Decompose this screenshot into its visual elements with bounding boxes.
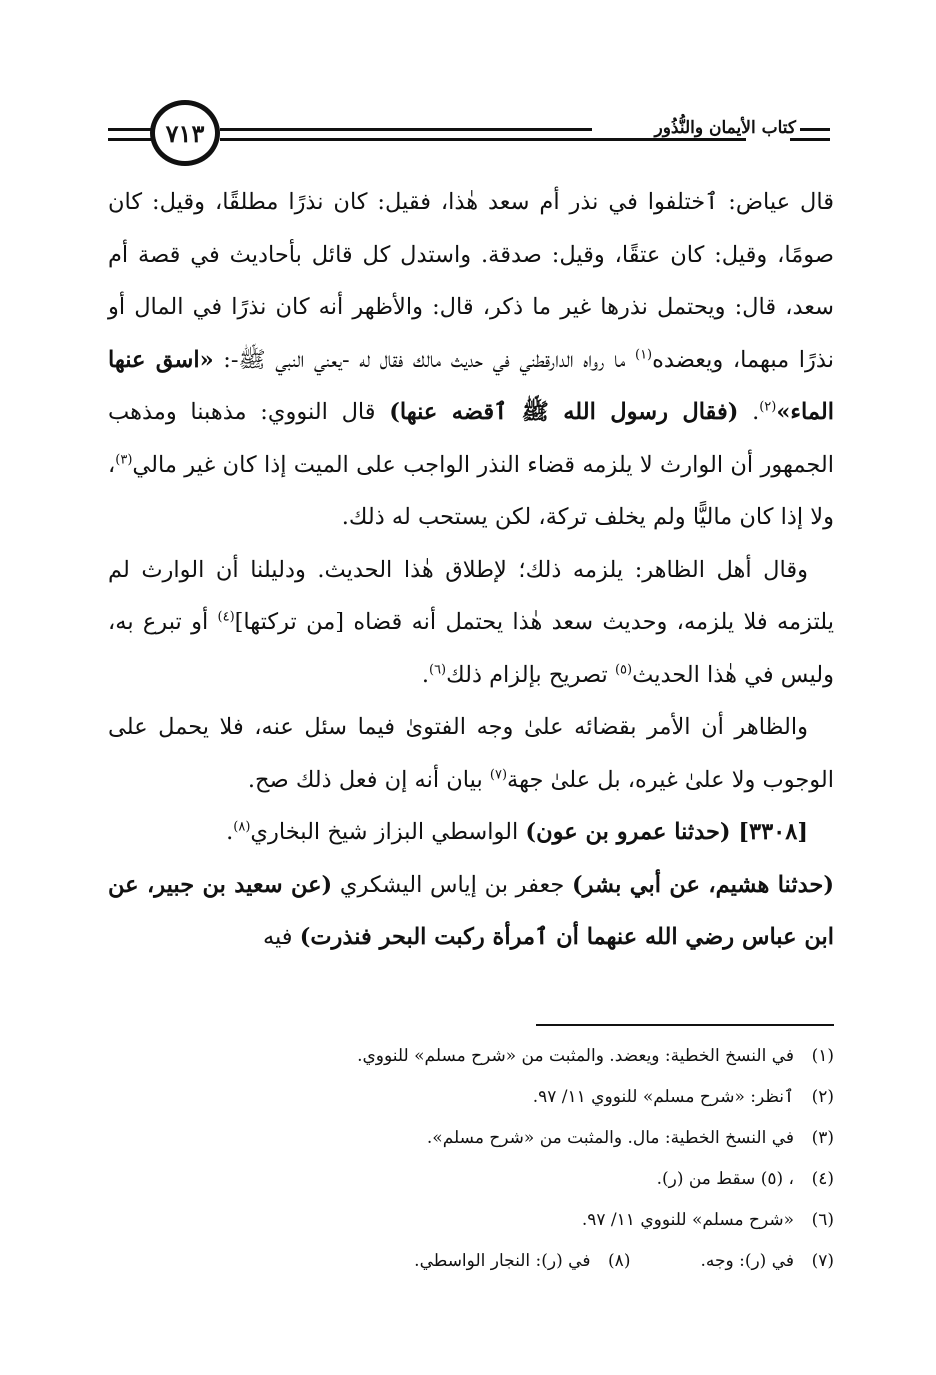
footnote-ref[interactable]: (٢): [759, 399, 777, 415]
footnote-ref[interactable]: (١): [634, 347, 653, 362]
page-number: ٧١٣: [150, 100, 220, 166]
footnotes: [108, 1036, 834, 1282]
hadith-quote: «اسق عنها الماء»: [108, 346, 834, 425]
footnote-ref[interactable]: (٤): [217, 609, 235, 625]
footnote-separator: [536, 1024, 834, 1026]
footnote: (٤)، (٥) سقط من (ر).: [656, 1169, 834, 1189]
paragraph: قال عياض: ٱختلفوا في نذر أم سعد هٰذا، فقيل: كان نذرًا مطلقًا، وقيل: كان صومًا، وقيل: كان عتقًا، وقيل: صدقة. واستدل كل قائل بأحاديث في قصة أم سعد، قال: ويحتمل نذرها غير ما ذكر، قال: والأظهر أنه كان نذرًا في المال أو نذرًا مبهما، ويعضده$^{(١)}$ ما رواه الدارقطني في حديث مالك فقال له -يعني النبي ﷺ-: «اسق عنها الماء»$^{(٢)}$. (فقال رسول الله ﷺ ٱقضه عنها) قال النووي: مذهبنا ومذهب الجمهور أن الوارث لا يلزمه قضاء النذر الواجب على الميت إذا كان غير مالي$^{(٣)}$، ولا إذا كان ماليًّا ولم يخلف تركة، لكن يستحب له ذلك.: [108, 189, 834, 530]
footnote-ref[interactable]: (٦): [428, 662, 447, 677]
paragraph: وقال أهل الظاهر: يلزمه ذلك؛ لإطلاق هٰذا الحديث. ودليلنا أن الوارث لم يلتزمه فلا يلزمه، وحديث سعد هٰذا يحتمل أنه قضاه [من تركتها]$^{(٤)}$ أو تبرع به، وليس في هٰذا الحديث$^{(٥)}$ تصريح بإلزام ذلك$^{(٦)}$.: [108, 556, 834, 688]
header-rule: [790, 138, 830, 141]
footnote: (٦)«شرح مسلم» للنووي ١١/ ٩٧.: [581, 1210, 834, 1230]
isnad-quote: (حدثنا هشيم، عن أبي بشر): [571, 871, 834, 898]
paragraph: [٣٣٠٨] (حدثنا عمرو بن عون) الواسطي البزاز شيخ البخاري$^{(٨)}$.: [226, 819, 808, 845]
footnote-ref[interactable]: (٥): [614, 662, 633, 677]
footnote: (٧)في (ر): وجه.(٨)في (ر): النجار الواسطي.: [414, 1251, 834, 1271]
main-text: [108, 176, 834, 964]
header-rule: [220, 138, 746, 141]
matn-quote: (فقال رسول الله ﷺ ٱقضه عنها): [389, 399, 739, 425]
footnote-ref[interactable]: (٨): [233, 819, 251, 835]
footnote: (٢)ٱنظر: «شرح مسلم» للنووي ١١/ ٩٧.: [532, 1087, 834, 1107]
running-title: كتاب الأيمان والنُّذُور: [592, 118, 800, 138]
hadith-number: [٣٣٠٨] (حدثنا عمرو بن عون): [525, 819, 808, 845]
footnote: (١)في النسخ الخطية: ويعضد. والمثبت من «شرح مسلم» للنووي.: [357, 1046, 834, 1066]
paragraph: (حدثنا هشيم، عن أبي بشر) جعفر بن إياس اليشكري (عن سعيد بن جبير، عن ابن عباس رضي الله عنهما أن ٱمرأة ركبت البحر فنذرت) فيه: [108, 871, 834, 950]
footnote-ref[interactable]: (٧): [489, 767, 508, 782]
isnad-quote: (عن سعيد بن جبير، عن ابن عباس رضي الله عنهما أن ٱمرأة ركبت البحر فنذرت): [108, 871, 834, 950]
paragraph: والظاهر أن الأمر بقضائه علىٰ وجه الفتوىٰ فيما سئل عنه، فلا يحمل على الوجوب ولا علىٰ غيره، بل علىٰ جهة$^{(٧)}$ بيان أنه إن فعل ذلك صح.: [108, 714, 834, 793]
footnote: (٣)في النسخ الخطية: مال. والمثبت من «شرح مسلم».: [426, 1128, 834, 1148]
footnote-ref[interactable]: (٣): [115, 452, 133, 467]
